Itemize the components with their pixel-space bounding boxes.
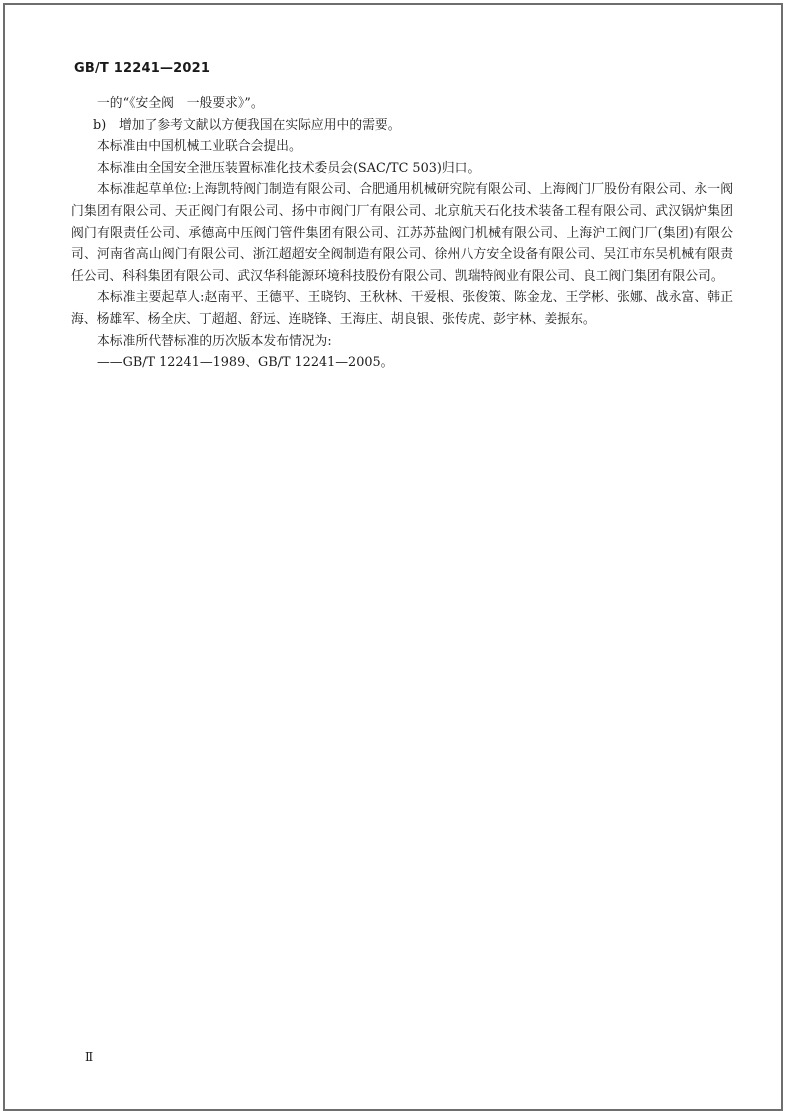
paragraph-committee: 本标准由全国安全泄压装置标准化技术委员会(SAC/TC 503)归口。 (97, 160, 481, 176)
paragraph-proposer: 本标准由中国机械工业联合会提出。 (97, 139, 302, 155)
document-page (3, 3, 783, 1111)
paragraph-drafting-units: 本标准起草单位:上海凯特阀门制造有限公司、合肥通用机械研究院有限公司、上海阀门厂股份有限公司、永一阀门集团有限公司、天正阀门有限公司、扬中市阀门厂有限公司、北京航天石化技术装备工程有限公司、武汉锅炉集团阀门有限责任公司、承德高中压阀门管件集团有限公司、江苏苏盐阀门机械有限公司、上海沪工阀门厂(集团)有限公司、河南省高山阀门有限公司、浙江超超安全阀制造有限公司、徐州八方安全设备有限公司、吴江市东吴机械有限责任公司、科科集团有限公司、武汉华科能源环境科技股份有限公司、凯瑞特阀业有限公司、良工阀门集团有限公司。 (71, 182, 733, 284)
standard-code: GB/T 12241—2021 (74, 61, 211, 76)
paragraph-drafters: 本标准主要起草人:赵南平、王德平、王晓钧、王秋林、干爱根、张俊策、陈金龙、王学彬、张娜、战永富、韩正海、杨雄军、杨全庆、丁超超、舒远、连晓锋、王海庄、胡良银、张传虎、彭宇林、姜振东。 (71, 290, 733, 327)
paragraph-history-list: ——GB/T 12241—1989、GB/T 12241—2005。 (97, 355, 394, 371)
paragraph-history-intro: 本标准所代替标准的历次版本发布情况为: (97, 333, 332, 349)
page-number: Ⅱ (85, 1050, 94, 1064)
list-item-b: b) 增加了参考文献以方便我国在实际应用中的需要。 (93, 117, 401, 133)
body-text (71, 93, 733, 374)
paragraph-continuation: 一的“《安全阀 一般要求》”。 (97, 96, 264, 111)
